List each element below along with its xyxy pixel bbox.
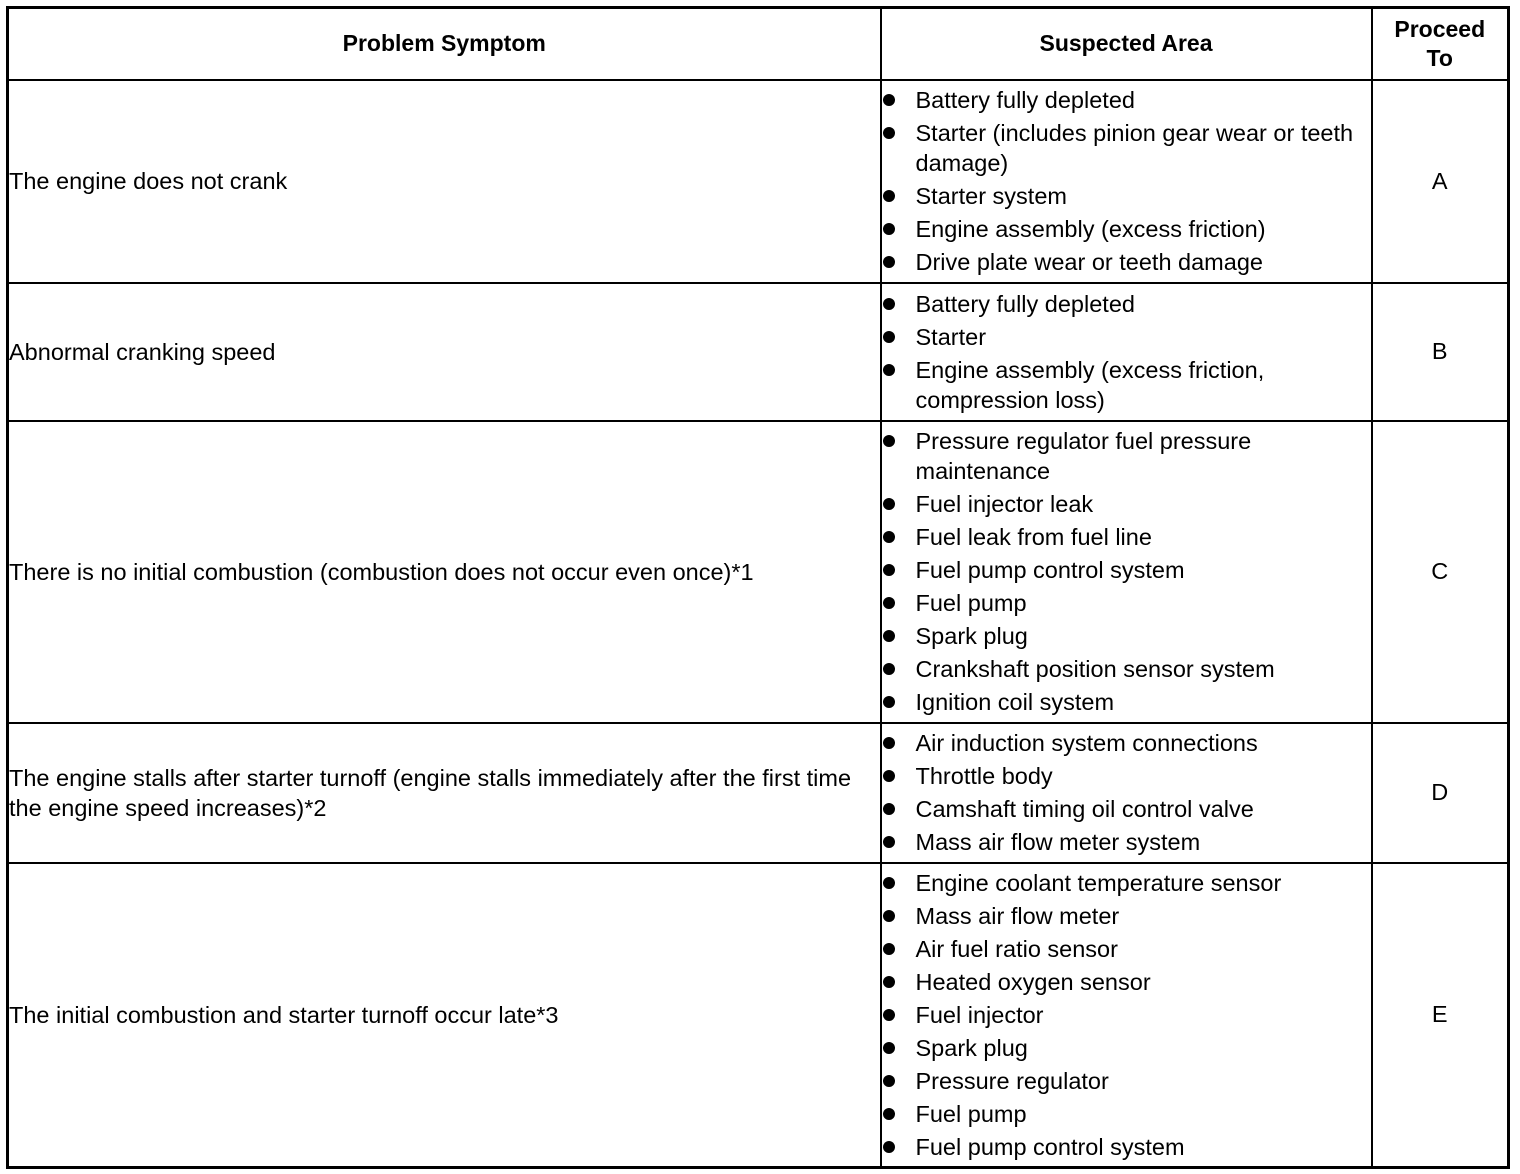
- suspected-area-text: Pressure regulator: [915, 1067, 1109, 1094]
- list-item: [882, 489, 1371, 519]
- problem-symptom-cell: The engine stalls after starter turnoff (engine stalls immediately after the first time the engine speed increases)*2: [8, 723, 881, 863]
- suspected-area-cell: [881, 723, 1372, 863]
- suspected-area-text: Fuel pump control system: [915, 557, 1185, 583]
- list-item: [882, 728, 1371, 758]
- problem-symptom-cell: Abnormal cranking speed: [8, 283, 881, 421]
- suspected-area-list: [882, 728, 1371, 857]
- suspected-area-list: [882, 85, 1371, 277]
- list-item: [882, 794, 1371, 824]
- header-row: [8, 8, 1509, 80]
- suspected-area-list: [882, 426, 1371, 717]
- table-body: [8, 80, 1509, 1168]
- suspected-area-text: Fuel injector leak: [915, 491, 1094, 517]
- list-item: [882, 1066, 1371, 1096]
- list-item: [882, 588, 1371, 618]
- proceed-to-cell: D: [1372, 723, 1509, 863]
- suspected-area-text: Drive plate wear or teeth damage: [915, 249, 1263, 275]
- bullet-icon: [883, 803, 895, 815]
- bullet-icon: [883, 256, 895, 268]
- bullet-icon: [883, 127, 895, 139]
- bullet-icon: [883, 364, 895, 376]
- header-proceed-line1: Proceed: [1394, 15, 1486, 42]
- suspected-area-text: Mass air flow meter: [915, 902, 1120, 929]
- suspected-area-cell: [881, 421, 1372, 723]
- list-item: [882, 214, 1371, 244]
- suspected-area-text: Fuel injector: [915, 1001, 1044, 1028]
- bullet-icon: [883, 1009, 895, 1021]
- suspected-area-text: Fuel pump control system: [915, 1133, 1185, 1160]
- bullet-icon: [883, 910, 895, 922]
- symptom-table: [6, 6, 1510, 1169]
- bullet-icon: [883, 770, 895, 782]
- list-item: [882, 118, 1371, 178]
- suspected-area-text: Fuel pump: [915, 1100, 1027, 1127]
- bullet-icon: [883, 435, 895, 447]
- bullet-icon: [883, 331, 895, 343]
- suspected-area-cell: [881, 80, 1372, 283]
- bullet-icon: [883, 597, 895, 609]
- suspected-area-text: Air fuel ratio sensor: [915, 935, 1118, 962]
- list-item: [882, 1000, 1371, 1030]
- table-row: [8, 421, 1509, 723]
- suspected-area-text: Starter: [915, 323, 987, 350]
- suspected-area-text: Engine assembly (excess friction, compression loss): [915, 356, 1265, 413]
- suspected-area-text: Crankshaft position sensor system: [915, 656, 1275, 682]
- proceed-to-cell: E: [1372, 863, 1509, 1168]
- suspected-area-text: Pressure regulator fuel pressure maintenance: [915, 428, 1252, 484]
- bullet-icon: [883, 877, 895, 889]
- table-row: [8, 863, 1509, 1168]
- suspected-area-text: Battery fully depleted: [915, 87, 1135, 113]
- list-item: [882, 555, 1371, 585]
- suspected-area-text: Throttle body: [915, 763, 1053, 789]
- list-item: [882, 355, 1371, 415]
- list-item: [882, 181, 1371, 211]
- list-item: [882, 901, 1371, 931]
- list-item: [882, 522, 1371, 552]
- suspected-area-text: Engine coolant temperature sensor: [915, 869, 1282, 896]
- problem-symptom-cell: There is no initial combustion (combustion does not occur even once)*1: [8, 421, 881, 723]
- bullet-icon: [883, 663, 895, 675]
- suspected-area-text: Heated oxygen sensor: [915, 968, 1151, 995]
- list-item: [882, 322, 1371, 352]
- bullet-icon: [883, 1108, 895, 1120]
- suspected-area-text: Spark plug: [915, 623, 1028, 649]
- bullet-icon: [883, 1141, 895, 1153]
- bullet-icon: [883, 498, 895, 510]
- table-row: [8, 723, 1509, 863]
- list-item: [882, 654, 1371, 684]
- suspected-area-text: Starter system: [915, 183, 1067, 209]
- suspected-area-text: Starter (includes pinion gear wear or teeth damage): [915, 120, 1354, 176]
- proceed-to-cell: C: [1372, 421, 1509, 723]
- bullet-icon: [883, 223, 895, 235]
- list-item: [882, 247, 1371, 277]
- suspected-area-cell: [881, 863, 1372, 1168]
- table-row: [8, 80, 1509, 283]
- suspected-area-text: Ignition coil system: [915, 689, 1115, 715]
- list-item: [882, 426, 1371, 486]
- header-suspected-area: Suspected Area: [881, 8, 1372, 80]
- bullet-icon: [883, 737, 895, 749]
- list-item: [882, 1033, 1371, 1063]
- suspected-area-text: Engine assembly (excess friction): [915, 216, 1266, 242]
- bullet-icon: [883, 836, 895, 848]
- list-item: [882, 289, 1371, 319]
- bullet-icon: [883, 696, 895, 708]
- header-proceed-to: [1372, 8, 1509, 80]
- list-item: [882, 761, 1371, 791]
- suspected-area-text: Camshaft timing oil control valve: [915, 796, 1254, 822]
- list-item: [882, 868, 1371, 898]
- suspected-area-text: Fuel leak from fuel line: [915, 524, 1152, 550]
- bullet-icon: [883, 1042, 895, 1054]
- table-row: [8, 283, 1509, 421]
- bullet-icon: [883, 190, 895, 202]
- bullet-icon: [883, 943, 895, 955]
- suspected-area-text: Spark plug: [915, 1034, 1028, 1061]
- proceed-to-cell: A: [1372, 80, 1509, 283]
- bullet-icon: [883, 1075, 895, 1087]
- header-proceed-line2: To: [1426, 44, 1453, 71]
- list-item: [882, 621, 1371, 651]
- list-item: [882, 1099, 1371, 1129]
- list-item: [882, 934, 1371, 964]
- bullet-icon: [883, 531, 895, 543]
- list-item: [882, 827, 1371, 857]
- bullet-icon: [883, 976, 895, 988]
- bullet-icon: [883, 630, 895, 642]
- list-item: [882, 687, 1371, 717]
- problem-symptom-cell: The initial combustion and starter turnoff occur late*3: [8, 863, 881, 1168]
- list-item: [882, 967, 1371, 997]
- list-item: [882, 85, 1371, 115]
- suspected-area-list: [882, 868, 1371, 1162]
- suspected-area-text: Battery fully depleted: [915, 290, 1135, 317]
- problem-symptom-cell: The engine does not crank: [8, 80, 881, 283]
- bullet-icon: [883, 564, 895, 576]
- suspected-area-text: Mass air flow meter system: [915, 829, 1201, 855]
- suspected-area-cell: [881, 283, 1372, 421]
- bullet-icon: [883, 298, 895, 310]
- suspected-area-list: [882, 289, 1371, 415]
- suspected-area-text: Fuel pump: [915, 590, 1027, 616]
- proceed-to-cell: B: [1372, 283, 1509, 421]
- header-problem-symptom: Problem Symptom: [8, 8, 881, 80]
- bullet-icon: [883, 94, 895, 106]
- suspected-area-text: Air induction system connections: [915, 730, 1258, 756]
- list-item: [882, 1132, 1371, 1162]
